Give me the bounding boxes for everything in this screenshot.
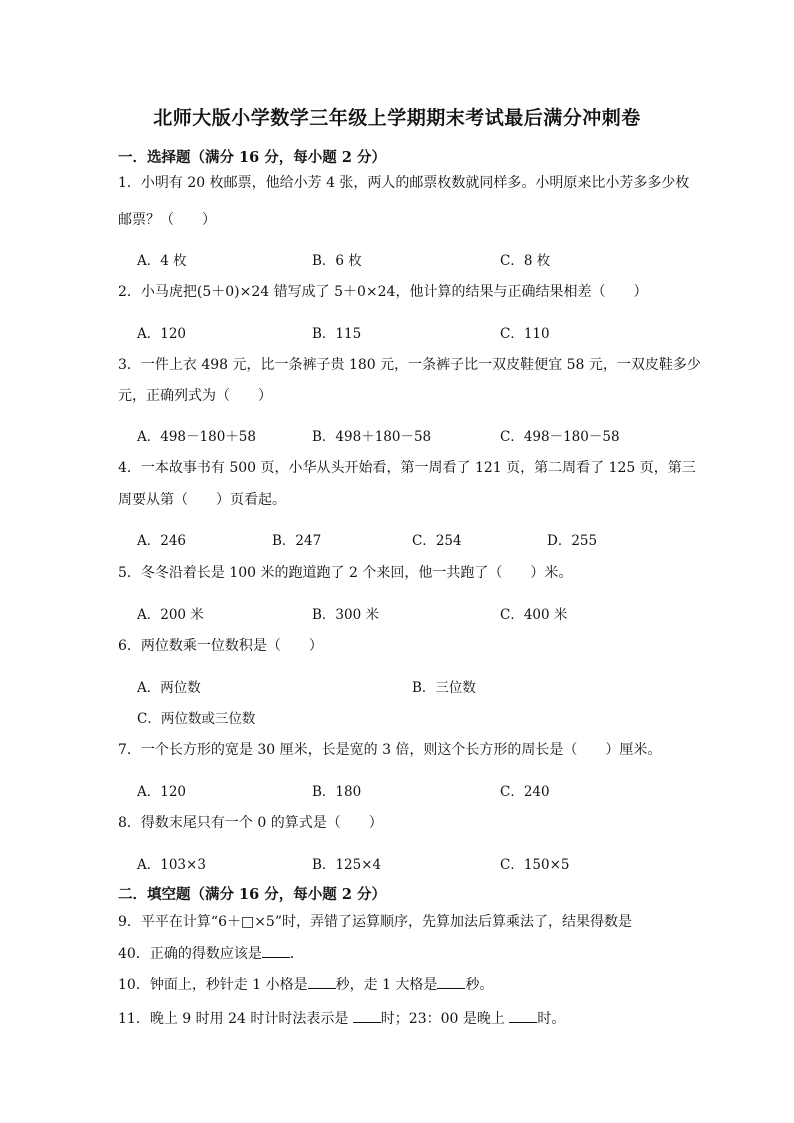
option-b[interactable]: B．498＋180－58	[312, 429, 432, 445]
option-a[interactable]: A．103×3	[137, 857, 206, 873]
section-heading-choice: 一．选择题（满分 16 分，每小题 2 分）	[118, 149, 386, 166]
option-b[interactable]: B．6 枚	[312, 253, 362, 269]
question-9-line-1: 9．平平在计算“6＋□×5”时，弄错了运算顺序，先算加法后算乘法了，结果得数是	[118, 914, 632, 930]
question-1-options	[137, 249, 697, 269]
question-11-line-1	[118, 1004, 690, 1035]
answer-blank[interactable]	[308, 976, 336, 989]
option-c[interactable]: C．498－180－58	[500, 429, 620, 445]
option-b[interactable]: B．180	[312, 784, 362, 800]
question-1-line-1: 1．小明有 20 枚邮票，他给小芳 4 张，两人的邮票枚数就同样多。小明原来比小芳多多少枚	[118, 175, 690, 191]
question-7-line-1: 7．一个长方形的宽是 30 厘米，长是宽的 3 倍，则这个长方形的周长是（ ）厘米。	[118, 742, 662, 758]
option-a[interactable]: A．246	[137, 533, 187, 549]
question-3-line-1: 3．一件上衣 498 元，比一条裤子贵 180 元，一条裤子比一双皮鞋便宜 58 元，一双皮鞋多少	[118, 357, 701, 373]
option-c[interactable]: C．150×5	[500, 857, 570, 873]
question-3-line-2: 元，正确列式为（ ）	[118, 388, 272, 404]
question-2-line-1: 2．小马虎把(5＋0)×24 错写成了 5＋0×24，他计算的结果与正确结果相差（ ）	[118, 284, 648, 300]
option-a[interactable]: A．120	[137, 784, 187, 800]
answer-blank[interactable]	[353, 1010, 381, 1023]
question-4-line-2: 周要从第（ ）页看起。	[118, 492, 286, 508]
question-10-text-b: 秒，走 1 大格是	[335, 977, 438, 993]
question-11-text-b: 时；23：00 是晚上	[380, 1011, 505, 1027]
option-d[interactable]: D．255	[547, 533, 598, 549]
option-c[interactable]: C．8 枚	[500, 253, 551, 269]
option-a[interactable]: A．120	[137, 326, 187, 342]
option-a[interactable]: A．两位数	[137, 680, 201, 696]
option-b[interactable]: B．115	[312, 326, 362, 342]
answer-blank[interactable]	[262, 945, 290, 958]
option-c[interactable]: C．110	[500, 326, 550, 342]
question-8-options	[137, 853, 697, 873]
question-7-options	[137, 780, 697, 800]
option-b[interactable]: B．247	[272, 533, 322, 549]
option-c[interactable]: C．254	[412, 533, 462, 549]
option-a[interactable]: A．200 米	[137, 607, 204, 623]
question-1-line-2: 邮票？（ ）	[118, 212, 216, 228]
question-5-line-1: 5．冬冬沿着长是 100 米的跑道跑了 2 个来回，他一共跑了（ ）米。	[118, 565, 573, 581]
question-10-text-a: 10．钟面上，秒针走 1 小格是	[118, 977, 308, 993]
question-9-end: ．	[289, 946, 304, 962]
option-c[interactable]: C．两位数或三位数	[137, 711, 256, 727]
question-11-text-a: 11．晚上 9 时用 24 时计时法表示是	[118, 1011, 349, 1027]
question-2-options	[137, 322, 697, 342]
question-6-options-row-2	[137, 707, 697, 727]
option-c[interactable]: C．240	[500, 784, 550, 800]
option-b[interactable]: B．300 米	[312, 607, 379, 623]
page-title: 北师大版小学数学三年级上学期期末考试最后满分冲刺卷	[153, 107, 641, 129]
answer-blank[interactable]	[509, 1010, 537, 1023]
question-11-text-c: 时。	[537, 1011, 566, 1027]
question-10-line-1	[118, 970, 690, 1001]
question-9-line-2	[118, 939, 690, 970]
question-4-line-1: 4．一本故事书有 500 页，小华从头开始看，第一周看了 121 页，第二周看了 125 页，第三	[118, 460, 696, 476]
question-10-text-c: 秒。	[465, 977, 494, 993]
option-a[interactable]: A．498－180＋58	[137, 429, 256, 445]
option-b[interactable]: B．125×4	[312, 857, 382, 873]
question-3-options	[137, 425, 697, 445]
option-a[interactable]: A．4 枚	[137, 253, 187, 269]
option-b[interactable]: B．三位数	[412, 680, 476, 696]
question-4-options	[137, 529, 697, 549]
answer-blank[interactable]	[437, 976, 465, 989]
question-8-line-1: 8．得数末尾只有一个 0 的算式是（ ）	[118, 815, 383, 831]
section-heading-fill: 二．填空题（满分 16 分，每小题 2 分）	[118, 886, 386, 903]
option-c[interactable]: C．400 米	[500, 607, 568, 623]
question-6-options-row-1	[137, 676, 697, 696]
question-6-line-1: 6．两位数乘一位数积是（ ）	[118, 638, 323, 654]
question-5-options	[137, 603, 697, 623]
question-9-text: 40．正确的得数应该是	[118, 946, 262, 962]
